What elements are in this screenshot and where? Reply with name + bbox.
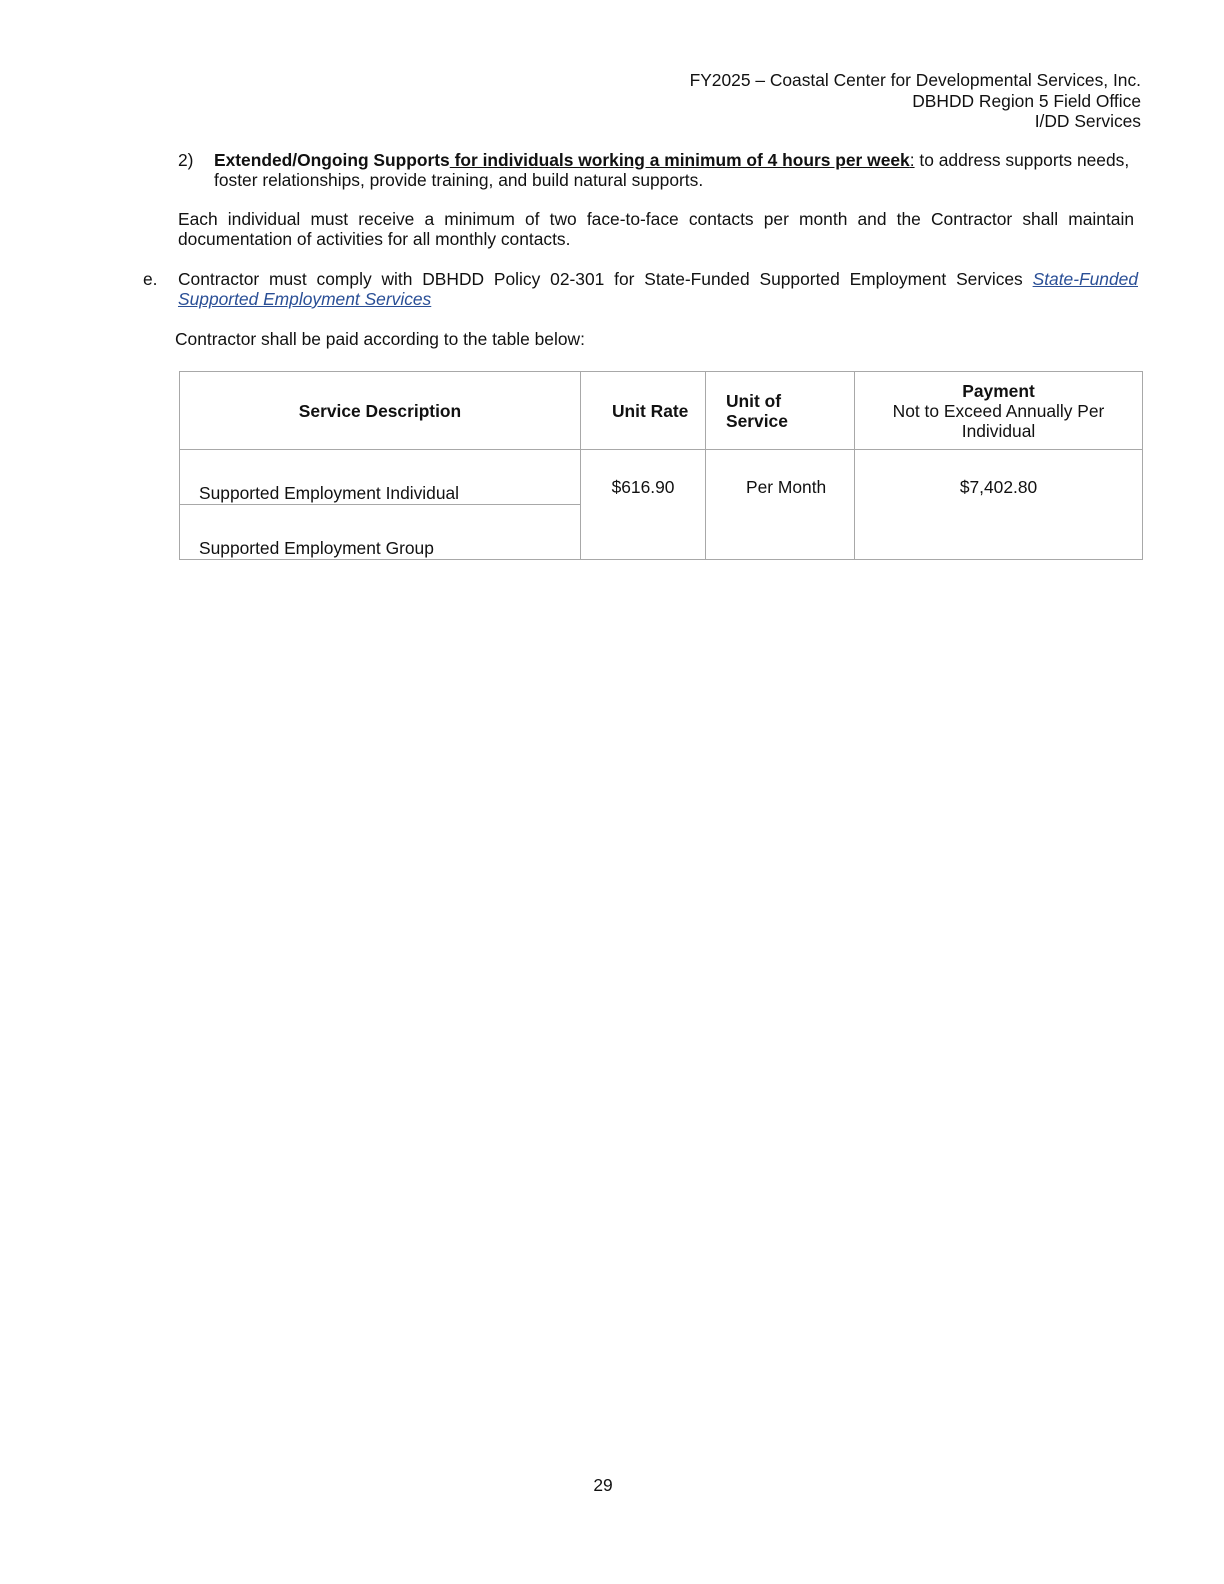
contacts-paragraph: Each individual must receive a minimum of two face-to-face contacts per month and the Contractor shall maintain documentation of activities for all monthly contacts. <box>178 209 1134 249</box>
table-row <box>180 450 1143 505</box>
item-rest-text: to address supports needs, foster relationships, provide training, and build natural supports. <box>214 150 1130 190</box>
header-line-3: I/DD Services <box>1034 111 1141 131</box>
header-unit-of-service-line2: Service <box>726 410 788 431</box>
list-item-number: 2) <box>178 150 194 170</box>
header-unit-of-service-line1: Unit of <box>726 390 782 411</box>
payment-cell: $7,402.80 <box>855 450 1143 560</box>
header-line-1: FY2025 – Coastal Center for Developmental Services, Inc. <box>689 70 1141 90</box>
policy-text: Contractor must comply with DBHDD Policy 02-301 for State-Funded Supported Employment Services <box>178 269 1033 289</box>
header-payment <box>855 372 1143 450</box>
payment-table <box>179 371 1143 560</box>
list-item-e-body <box>178 269 1138 309</box>
header-service-description: Service Description <box>180 372 581 450</box>
list-item-label: e. <box>143 269 158 289</box>
document-header <box>690 70 1141 132</box>
header-unit-of-service <box>706 372 855 450</box>
header-line-2: DBHDD Region 5 Field Office <box>912 90 1141 111</box>
table-header-row <box>180 372 1143 450</box>
list-item-2 <box>178 150 1138 190</box>
service-description-cell: Supported Employment Group <box>180 505 581 560</box>
list-item-e <box>143 269 1138 309</box>
header-payment-title: Payment <box>962 380 1035 401</box>
unit-of-service-cell: Per Month <box>706 450 855 560</box>
unit-rate-cell: $616.90 <box>581 450 706 560</box>
policy-link[interactable]: State-Funded Supported Employment Services <box>178 269 1138 309</box>
item-underlined-text: for individuals working a minimum of 4 hours per week <box>449 150 910 170</box>
service-description-cell: Supported Employment Individual <box>180 450 581 505</box>
list-item-body <box>214 150 1138 190</box>
item-colon: : <box>909 150 915 170</box>
table-intro: Contractor shall be paid according to the table below: <box>175 329 585 349</box>
header-unit-rate: Unit Rate <box>581 372 706 450</box>
page-number: 29 <box>593 1475 613 1495</box>
header-payment-subtitle: Not to Exceed Annually Per Individual <box>892 400 1105 441</box>
item-bold-title: Extended/Ongoing Supports <box>214 150 450 170</box>
